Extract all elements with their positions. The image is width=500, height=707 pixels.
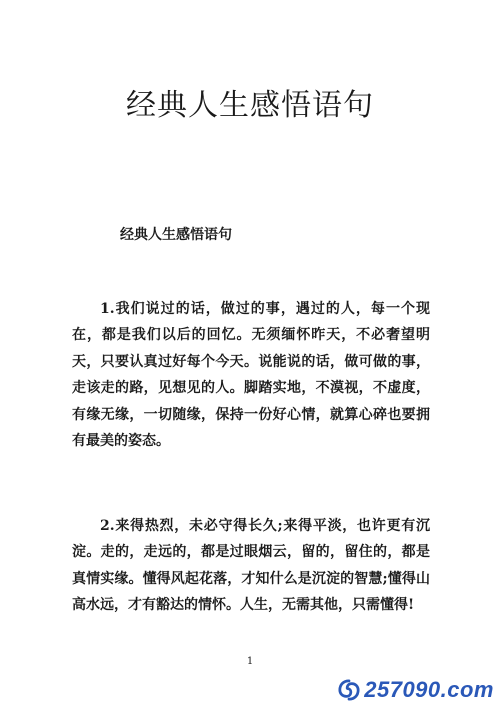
paragraph-2: 2.来得热烈，未必守得长久;来得平淡，也许更有沉淀。走的，走远的，都是过眼烟云，留的，留住的，都是真情实缘。懂得风起花落，才知什么是沉淀的智慧;懂得山高水远，才有豁达的情怀。人生，无需其他，只需懂得! (72, 518, 430, 614)
page-number: 1 (246, 656, 254, 667)
site-watermark (338, 677, 494, 703)
document-subtitle: 经典人生感悟语句 (120, 227, 232, 243)
swirl-logo-icon (338, 679, 360, 701)
paragraph-1: 1.我们说过的话，做过的事，遇过的人，每一个现在，都是我们以后的回忆。无须缅怀昨天，不必奢望明天，只要认真过好每个今天。说能说的话，做可做的事，走该走的路，见想见的人。脚踏实地，不漠视，不虚度，有缘无缘，一切随缘，保持一份好心情，就算心碎也要拥有最美的姿态。 (72, 301, 430, 450)
watermark-text: 257090.com (364, 677, 494, 702)
document-title: 经典人生感悟语句 (126, 88, 374, 123)
